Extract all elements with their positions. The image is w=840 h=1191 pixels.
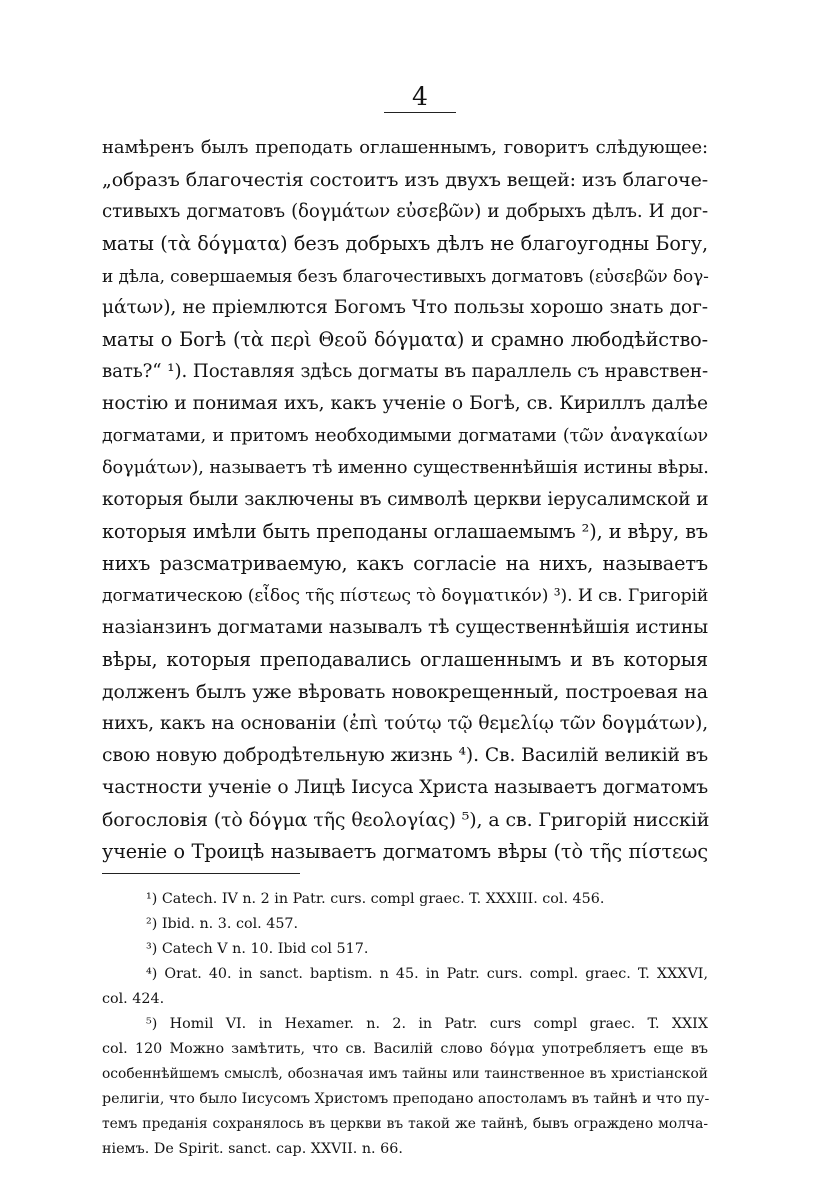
body-line: ностію и понимая ихъ, какъ ученіе о Богѣ, св. Кириллъ далѣе	[102, 393, 708, 414]
footnote-4-cont: col. 424.	[102, 991, 165, 1007]
body-line: ученіе о Троицѣ называетъ догматомъ вѣры (τὸ τῆς πίστεως	[102, 840, 708, 863]
footnote-5-cont: особеннѣйшемъ смыслѣ, обозначая имъ тайны или таинственное въ христіанской	[102, 1066, 708, 1082]
footnote-5: ⁵) Homil VI. in Hexamer. n. 2. in Patr. curs compl graec. T. XXIX	[146, 1016, 708, 1032]
body-line: частности ученіе о Лицѣ Іисуса Христа называетъ догматомъ	[102, 777, 709, 798]
footnote-5-cont: религіи, что было Іисусомъ Христомъ преподано апостоламъ въ тайнѣ и что пу-	[102, 1091, 710, 1107]
body-line: маты (τὰ δόγματα) безъ добрыхъ дѣлъ не благоугодны Богу,	[102, 232, 708, 255]
header-rule	[384, 112, 456, 113]
body-line: маты о Богѣ (τὰ περὶ Θεοῦ δόγματα) и срамно любодѣйство-	[102, 328, 708, 351]
body-line: которыя были заключены въ символѣ церкви іерусалимской и	[102, 489, 709, 510]
body-line: намѣренъ былъ преподать оглашеннымъ, говоритъ слѣдующее:	[102, 137, 708, 158]
body-line: богословія (τὸ δόγμα τῆς θεολογίας) ⁵), а св. Григорій нисскій	[102, 809, 710, 831]
footnote-2: ²) Ibid. n. 3. col. 457.	[146, 916, 299, 932]
body-line: вать?“ ¹). Поставляя здѣсь догматы въ параллель съ нравствен-	[102, 361, 708, 382]
footnote-4: ⁴) Orat. 40. in sanct. baptism. n 45. in Patr. curs. compl. graec. T. XXXVI,	[146, 966, 708, 982]
body-line: назіанзинъ догматами называлъ тѣ существеннѣйшія истины	[102, 617, 709, 638]
body-line: догматическою (εἶδος τῆς πίστεως τὸ δογματικόν) ³). И св. Григорій	[102, 586, 709, 606]
body-line: нихъ, какъ на основаніи (ἐπὶ τούτῳ τῷ θεμελίῳ τῶν δογμάτων),	[102, 713, 708, 734]
footnote-3: ³) Catech V n. 10. Ibid col 517.	[146, 941, 369, 957]
body-line: „образъ благочестія состоитъ изъ двухъ вещей: изъ благоче-	[102, 169, 708, 191]
body-line: долженъ былъ уже вѣровать новокрещенный, построевая на	[102, 681, 708, 703]
page-number: 4	[412, 82, 428, 111]
body-line: вѣры, которыя преподавались оглашеннымъ и въ которыя	[102, 648, 708, 671]
footnote-5-cont: col. 120 Можно замѣтить, что св. Василій слово δόγμα употребляетъ еще въ	[102, 1041, 708, 1057]
body-line: δογμάτων), называетъ тѣ именно существеннѣйшія истины вѣры.	[102, 458, 709, 478]
footnote-rule	[102, 873, 300, 874]
footnote-5-cont: темъ преданія сохранялось въ церкви въ такой же тайнѣ, бывъ ограждено молча-	[102, 1116, 708, 1132]
footnote-5-cont: ніемъ. De Spirit. sanct. cap. XXVII. n. 66.	[102, 1141, 403, 1157]
body-line: которыя имѣли быть преподаны оглашаемымъ ²), и вѣру, въ	[102, 520, 708, 543]
body-line: стивыхъ догматовъ (δογμάτων εὐσεβῶν) и добрыхъ дѣлъ. И дог-	[102, 201, 708, 222]
body-line: нихъ разсматриваемую, какъ согласіе на нихъ, называетъ	[102, 552, 708, 575]
body-line: и дѣла, совершаемыя безъ благочестивыхъ догматовъ (εὐσεβῶν δογ-	[102, 266, 709, 286]
footnote-1: ¹) Catech. IV n. 2 in Patr. curs. compl graec. T. XXXIII. col. 456.	[146, 891, 605, 907]
body-line: свою новую добродѣтельную жизнь ⁴). Св. Василій великій въ	[102, 745, 708, 766]
body-line: догматами, и притомъ необходимыми догматами (τῶν ἀναγκαίων	[102, 426, 708, 446]
body-line: μάτων), не пріемлются Богомъ Что пользы хорошо знать дог-	[102, 297, 708, 318]
